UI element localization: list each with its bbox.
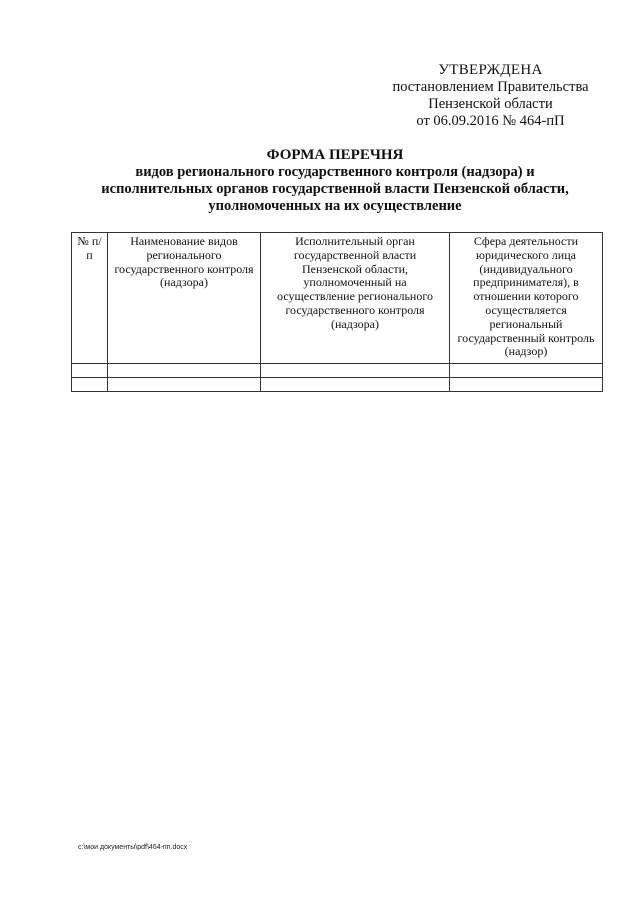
approval-line-1: постановлением Правительства [392,79,589,95]
approval-line-2: Пензенской области [428,96,553,112]
header-executive-body: Исполнительный орган государственной власти Пензенской области, уполномоченный на осуществление регионального государственного контроля (надзора) [261,233,450,364]
table-cell [108,378,261,392]
table-cell [72,364,108,378]
table-cell [108,364,261,378]
header-number: № п/п [72,233,108,364]
title-line-4: уполномоченных на их осуществление [208,198,462,214]
title-line-1: ФОРМА ПЕРЕЧНЯ [266,147,404,163]
table-cell [261,378,450,392]
table-cell [450,364,603,378]
table-row [72,378,603,392]
title-line-3: исполнительных органов государственной власти Пензенской области, [101,181,569,197]
table-cell [450,378,603,392]
header-control-type: Наименование видов регионального государственного контроля (надзора) [108,233,261,364]
table-cell [72,378,108,392]
table-header-row [72,233,603,364]
approval-stamp [388,62,593,130]
title-line-2: видов регионального государственного контроля (надзора) и [135,164,535,180]
file-path-footer: c:\мои документы\pdf\464-пп.docx [78,844,188,851]
header-activity-sphere: Сфера деятельности юридического лица (индивидуального предпринимателя), в отношении которого осуществляется региональный государственный контроль (надзор) [450,233,603,364]
approval-heading: УТВЕРЖДЕНА [438,62,543,78]
document-title [80,147,590,215]
table-row [72,364,603,378]
form-table [71,232,603,392]
table-cell [261,364,450,378]
approval-line-3: от 06.09.2016 № 464-пП [416,113,565,129]
